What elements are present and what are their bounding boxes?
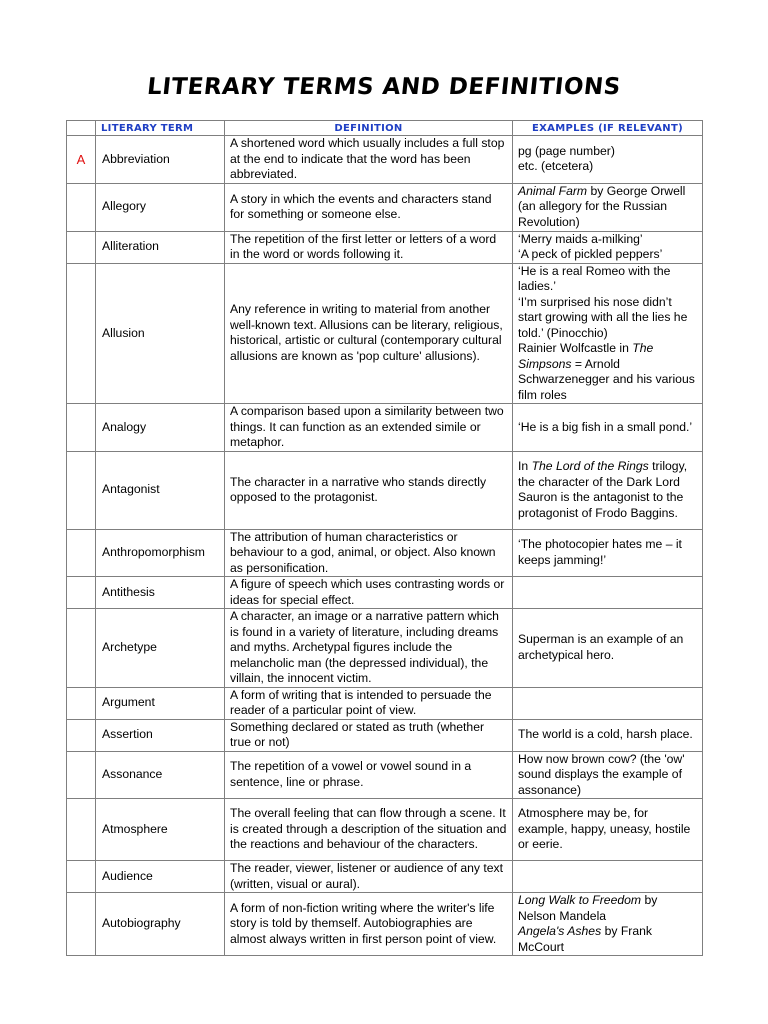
example-text: Angela's Ashes	[518, 924, 602, 938]
table-row	[67, 263, 703, 404]
example-line	[518, 806, 697, 853]
row-term: Archetype	[96, 609, 225, 688]
example-text: by Frank McCourt	[518, 924, 652, 954]
example-text: How now brown cow? (the 'ow' sound displays the example of assonance)	[518, 751, 685, 797]
row-definition: A story in which the events and characters stand for something or someone else.	[225, 183, 513, 231]
row-examples	[513, 451, 703, 529]
example-text: ‘Merry maids a-milking’	[518, 231, 643, 246]
table-row	[67, 577, 703, 609]
table-row	[67, 799, 703, 861]
row-term: Atmosphere	[96, 799, 225, 861]
row-definition: A character, an image or a narrative pattern which is found in a variety of literature, including dreams and myths. Archetypal figures include the melancholic man (the depressed individual), the villain, the innocent victim.	[225, 609, 513, 688]
row-term: Abbreviation	[96, 136, 225, 184]
example-text: Rainier Wolfcastle in	[518, 341, 633, 355]
row-term: Assonance	[96, 751, 225, 799]
row-examples	[513, 231, 703, 263]
row-term: Allusion	[96, 263, 225, 404]
example-text: ‘I’m surprised his nose didn’t start growing with all the lies he told.’ (Pinocchio)	[518, 294, 688, 340]
example-line	[518, 341, 697, 403]
row-letter	[67, 751, 96, 799]
example-line	[518, 893, 697, 924]
example-line	[518, 159, 697, 175]
row-term: Audience	[96, 861, 225, 893]
row-definition: Any reference in writing to material from another well-known text. Allusions can be literary, religious, historical, artistic or cultural (contemporary cultural allusions are known as 'pop culture' allusions).	[225, 263, 513, 404]
row-letter	[67, 861, 96, 893]
row-definition: A form of non-fiction writing where the writer's life story is told by themself. Autobiographies are almost always written in first person point of view.	[225, 893, 513, 956]
row-examples	[513, 136, 703, 184]
example-text: pg (page number)	[518, 143, 615, 158]
row-examples	[513, 263, 703, 404]
row-examples	[513, 529, 703, 577]
example-text: ‘He is a real Romeo with the ladies.’	[518, 263, 671, 293]
row-definition: A comparison based upon a similarity between two things. It can function as an extended simile or metaphor.	[225, 404, 513, 452]
row-examples	[513, 687, 703, 719]
example-line	[518, 924, 697, 955]
page-title: LITERARY TERMS AND DEFINITIONS	[145, 74, 623, 100]
example-line	[518, 420, 697, 436]
example-text: The world is a cold, harsh place.	[518, 727, 693, 742]
table-row	[67, 687, 703, 719]
example-line	[518, 459, 697, 521]
example-text: ‘The photocopier hates me – it keeps jamming!’	[518, 537, 682, 567]
header-literary-term: LITERARY TERM	[96, 121, 225, 136]
row-letter	[67, 263, 96, 404]
table-row	[67, 861, 703, 893]
terms-table	[66, 120, 703, 956]
row-examples	[513, 609, 703, 688]
row-definition: The reader, viewer, listener or audience of any text (written, visual or aural).	[225, 861, 513, 893]
row-letter	[67, 183, 96, 231]
row-letter	[67, 893, 96, 956]
row-definition: The character in a narrative who stands directly opposed to the protagonist.	[225, 451, 513, 529]
example-text: Animal Farm	[518, 183, 588, 198]
example-line	[518, 537, 697, 568]
row-letter	[67, 231, 96, 263]
table-row	[67, 893, 703, 956]
example-text: by Nelson Mandela	[518, 893, 658, 923]
example-line	[518, 264, 697, 295]
row-letter	[67, 609, 96, 688]
row-letter	[67, 529, 96, 577]
example-text: = Arnold Schwarzenegger and his various film roles	[518, 356, 695, 402]
row-definition: The overall feeling that can flow through a scene. It is created through a description of the situation and the reactions and behaviour of the characters.	[225, 799, 513, 861]
example-line	[518, 144, 697, 160]
table-row	[67, 136, 703, 184]
example-text: by George Orwell (an allegory for the Russian Revolution)	[518, 183, 686, 229]
example-text: etc. (etcetera)	[518, 159, 594, 174]
row-letter	[67, 404, 96, 452]
row-examples	[513, 183, 703, 231]
example-line	[518, 295, 697, 342]
row-letter: A	[67, 136, 96, 184]
example-text: ‘He is a big fish in a small pond.’	[518, 419, 693, 434]
example-line	[518, 632, 697, 663]
header-examples: EXAMPLES (IF RELEVANT)	[513, 121, 703, 136]
example-text: Atmosphere may be, for example, happy, uneasy, hostile or eerie.	[518, 806, 691, 852]
row-examples	[513, 861, 703, 893]
example-text: trilogy, the character of the Dark Lord Sauron is the antagonist to the protagonist of Frodo Baggins.	[518, 459, 688, 520]
row-definition: A figure of speech which uses contrasting words or ideas for special effect.	[225, 577, 513, 609]
example-line	[518, 232, 697, 248]
row-examples	[513, 893, 703, 956]
header-letter	[67, 121, 96, 136]
row-examples	[513, 799, 703, 861]
table-row	[67, 404, 703, 452]
table-header-row	[67, 121, 703, 136]
example-text: Superman is an example of an archetypical hero.	[518, 632, 684, 662]
example-text: The Simpsons	[518, 341, 654, 371]
example-line	[518, 752, 697, 799]
table-row	[67, 183, 703, 231]
table-row	[67, 719, 703, 751]
row-definition: Something declared or stated as truth (whether true or not)	[225, 719, 513, 751]
row-letter	[67, 577, 96, 609]
table-row	[67, 609, 703, 688]
row-term: Assertion	[96, 719, 225, 751]
header-definition: DEFINITION	[225, 121, 513, 136]
example-line	[518, 727, 697, 743]
row-letter	[67, 687, 96, 719]
row-examples	[513, 577, 703, 609]
row-term: Analogy	[96, 404, 225, 452]
row-term: Allegory	[96, 183, 225, 231]
row-examples	[513, 404, 703, 452]
example-line	[518, 184, 697, 231]
row-definition: The repetition of a vowel or vowel sound in a sentence, line or phrase.	[225, 751, 513, 799]
row-letter	[67, 719, 96, 751]
terms-table-body	[67, 136, 703, 956]
table-row	[67, 751, 703, 799]
example-text: ‘A peck of pickled peppers’	[518, 247, 663, 261]
table-row	[67, 529, 703, 577]
example-line	[518, 247, 697, 263]
row-term: Anthropomorphism	[96, 529, 225, 577]
row-examples	[513, 719, 703, 751]
row-definition: A shortened word which usually includes a full stop at the end to indicate that the word has been abbreviated.	[225, 136, 513, 184]
row-letter	[67, 799, 96, 861]
row-definition: The attribution of human characteristics or behaviour to a god, animal, or object. Also known as personification.	[225, 529, 513, 577]
row-term: Antagonist	[96, 451, 225, 529]
example-text: The Lord of the Rings	[531, 459, 649, 473]
row-definition: The repetition of the first letter or letters of a word in the word or words following it.	[225, 231, 513, 263]
example-text: Long Walk to Freedom	[518, 893, 642, 907]
row-term: Autobiography	[96, 893, 225, 956]
table-row	[67, 231, 703, 263]
row-term: Argument	[96, 687, 225, 719]
table-row	[67, 451, 703, 529]
row-term: Antithesis	[96, 577, 225, 609]
row-term: Alliteration	[96, 231, 225, 263]
example-text: In	[518, 459, 532, 473]
row-definition: A form of writing that is intended to persuade the reader of a particular point of view.	[225, 687, 513, 719]
row-examples	[513, 751, 703, 799]
row-letter	[67, 451, 96, 529]
